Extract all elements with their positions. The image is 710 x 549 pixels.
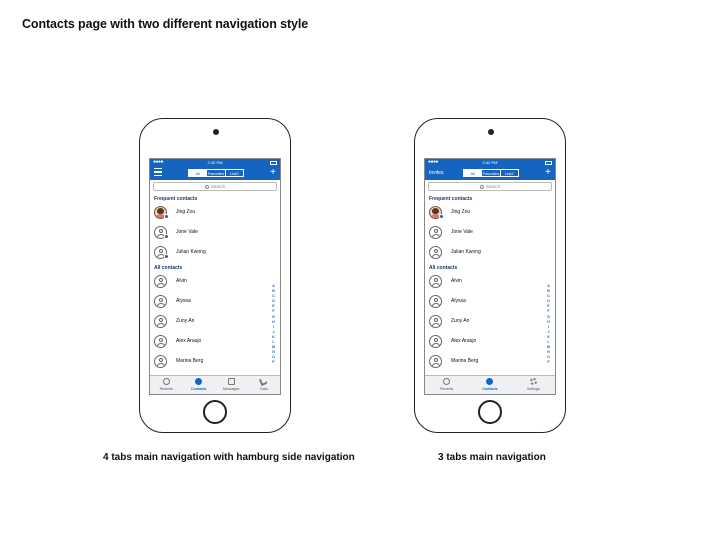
phone-mockup-right: [414, 118, 566, 433]
list-item[interactable]: [150, 222, 280, 242]
tab-label: Messages: [223, 386, 240, 391]
screen-left: [149, 158, 281, 395]
avatar: [154, 295, 167, 308]
contacts-icon: [486, 378, 493, 385]
avatar: [429, 275, 442, 288]
avatar: [429, 226, 442, 239]
index-letter[interactable]: O: [272, 355, 275, 360]
tab-label: Contacts: [191, 386, 207, 391]
contact-name: Alvin: [451, 278, 462, 284]
avatar: [429, 355, 442, 368]
contact-name: Julian Kwong: [451, 249, 481, 255]
add-contact-button[interactable]: +: [270, 167, 276, 178]
caption-left: 4 tabs main navigation with hamburg side navigation: [103, 452, 355, 463]
section-title-all: All contacts: [429, 265, 458, 271]
list-item[interactable]: [425, 331, 555, 351]
index-letter[interactable]: E: [547, 304, 550, 309]
search-placeholder: Search: [485, 184, 501, 189]
index-letter[interactable]: G: [272, 314, 275, 319]
index-letter[interactable]: K: [272, 334, 275, 339]
alphabet-index[interactable]: [546, 284, 551, 366]
index-letter[interactable]: E: [272, 304, 275, 309]
index-letter[interactable]: N: [547, 350, 550, 355]
avatar: [429, 295, 442, 308]
home-button[interactable]: [478, 400, 502, 424]
index-letter[interactable]: A: [547, 284, 550, 288]
page-title: Contacts page with two different navigation style: [22, 17, 309, 31]
status-bar: [150, 159, 280, 166]
status-badge: [439, 214, 444, 219]
tab-bar: [150, 375, 280, 394]
index-letter[interactable]: H: [272, 319, 275, 324]
tab-label: Recents: [440, 386, 454, 391]
segmented-control: [463, 169, 519, 177]
search-input[interactable]: [153, 182, 277, 191]
index-letter[interactable]: M: [272, 345, 275, 350]
tab-contacts[interactable]: [468, 376, 511, 394]
list-item[interactable]: [425, 271, 555, 291]
contact-name: Alyssa: [176, 298, 191, 304]
signal-icon: ●●●●: [153, 159, 164, 165]
avatar: [429, 246, 442, 259]
status-bar: [425, 159, 555, 166]
index-letter[interactable]: B: [272, 289, 275, 294]
avatar: [154, 315, 167, 328]
tab-settings[interactable]: [512, 376, 555, 394]
segment-favorites[interactable]: Favorites: [482, 171, 500, 176]
tab-messages[interactable]: [215, 376, 248, 394]
tab-label: Recents: [159, 386, 173, 391]
segment-all[interactable]: All: [189, 170, 206, 176]
index-letter[interactable]: P: [547, 360, 550, 365]
section-title-frequent: Frequent contacts: [154, 196, 198, 202]
index-letter[interactable]: M: [547, 345, 550, 350]
list-item[interactable]: [425, 222, 555, 242]
contact-name: Alvin: [176, 278, 187, 284]
recents-icon: [443, 378, 450, 385]
contact-name: Alex Araujo: [176, 338, 202, 344]
home-button[interactable]: [203, 400, 227, 424]
index-letter[interactable]: F: [547, 309, 550, 314]
index-letter[interactable]: J: [272, 329, 275, 334]
segment-favorites[interactable]: Favorites: [207, 171, 225, 176]
status-badge: [164, 234, 169, 239]
phone-icon: [259, 377, 268, 386]
index-letter[interactable]: L: [547, 340, 550, 345]
nav-bar: [150, 166, 280, 180]
index-letter[interactable]: G: [547, 314, 550, 319]
phone-mockup-left: [139, 118, 291, 433]
index-letter[interactable]: C: [547, 294, 550, 299]
segmented-control: [188, 169, 244, 177]
index-letter[interactable]: A: [272, 284, 275, 288]
list-item[interactable]: [150, 331, 280, 351]
avatar: [154, 275, 167, 288]
avatar: [154, 355, 167, 368]
tab-calls[interactable]: [248, 376, 281, 394]
battery-icon: [270, 161, 277, 165]
tab-recents[interactable]: [150, 376, 183, 394]
hamburger-icon[interactable]: [154, 168, 162, 177]
contacts-icon: [195, 378, 202, 385]
signal-icon: ●●●●: [428, 159, 439, 165]
list-item[interactable]: [425, 351, 555, 371]
index-letter[interactable]: B: [547, 289, 550, 294]
index-letter[interactable]: I: [548, 324, 549, 329]
camera-dot: [488, 129, 494, 135]
tab-label: Calls: [259, 386, 268, 391]
nav-bar: [425, 166, 555, 180]
avatar: [429, 335, 442, 348]
index-letter[interactable]: C: [272, 294, 275, 299]
index-letter[interactable]: L: [272, 340, 275, 345]
list-item[interactable]: [425, 311, 555, 331]
status-badge: [164, 214, 169, 219]
index-letter[interactable]: O: [547, 355, 550, 360]
index-letter[interactable]: J: [547, 329, 550, 334]
camera-dot: [213, 129, 219, 135]
contact-name: Alyssa: [451, 298, 466, 304]
list-item[interactable]: [425, 242, 555, 262]
battery-icon: [545, 161, 552, 165]
caption-right: 3 tabs main navigation: [438, 452, 546, 463]
index-letter[interactable]: I: [273, 324, 274, 329]
list-item[interactable]: [425, 202, 555, 222]
contact-name: Marina Berg: [451, 358, 479, 364]
contact-name: Marina Berg: [176, 358, 204, 364]
contact-name: Jing Zou: [451, 209, 471, 215]
invites-button[interactable]: Invites: [429, 170, 444, 176]
alphabet-index[interactable]: [271, 284, 276, 366]
contact-name: Zuny An: [176, 318, 195, 324]
tab-contacts[interactable]: [183, 376, 216, 394]
message-icon: [228, 378, 235, 385]
status-time: 2:42 PM: [482, 160, 498, 165]
search-icon: [480, 185, 484, 189]
index-letter[interactable]: N: [272, 350, 275, 355]
index-letter[interactable]: P: [272, 360, 275, 365]
list-item[interactable]: [150, 242, 280, 262]
gear-icon: [530, 378, 537, 385]
index-letter[interactable]: D: [272, 299, 275, 304]
list-item[interactable]: [425, 291, 555, 311]
section-title-all: All contacts: [154, 265, 183, 271]
segment-list2[interactable]: List2: [500, 170, 518, 176]
screen-right: [424, 158, 556, 395]
add-contact-button[interactable]: +: [545, 167, 551, 178]
list-item[interactable]: [150, 271, 280, 291]
search-placeholder: Search: [210, 184, 226, 189]
contact-name: Zuny An: [451, 318, 470, 324]
avatar: [154, 335, 167, 348]
contact-name: Jone Vale: [451, 229, 473, 235]
avatar: [429, 315, 442, 328]
list-item[interactable]: [150, 351, 280, 371]
section-title-frequent: Frequent contacts: [429, 196, 473, 202]
contact-name: Jing Zou: [176, 209, 196, 215]
list-item[interactable]: [150, 202, 280, 222]
segment-list2[interactable]: List2: [225, 170, 243, 176]
index-letter[interactable]: D: [547, 299, 550, 304]
index-letter[interactable]: F: [272, 309, 275, 314]
recents-icon: [163, 378, 170, 385]
search-input[interactable]: [428, 182, 552, 191]
index-letter[interactable]: H: [547, 319, 550, 324]
list-item[interactable]: [150, 311, 280, 331]
tab-label: Contacts: [482, 386, 498, 391]
search-icon: [205, 185, 209, 189]
index-letter[interactable]: K: [547, 334, 550, 339]
segment-all[interactable]: All: [464, 170, 481, 176]
status-time: 2:42 PM: [207, 160, 223, 165]
status-badge: [164, 254, 169, 259]
contact-name: Alex Araujo: [451, 338, 477, 344]
tab-label: Settings: [526, 386, 540, 391]
contact-name: Jone Vale: [176, 229, 198, 235]
list-item[interactable]: [150, 291, 280, 311]
tab-bar: [425, 375, 555, 394]
tab-recents[interactable]: [425, 376, 468, 394]
contact-name: Julian Kwong: [176, 249, 206, 255]
